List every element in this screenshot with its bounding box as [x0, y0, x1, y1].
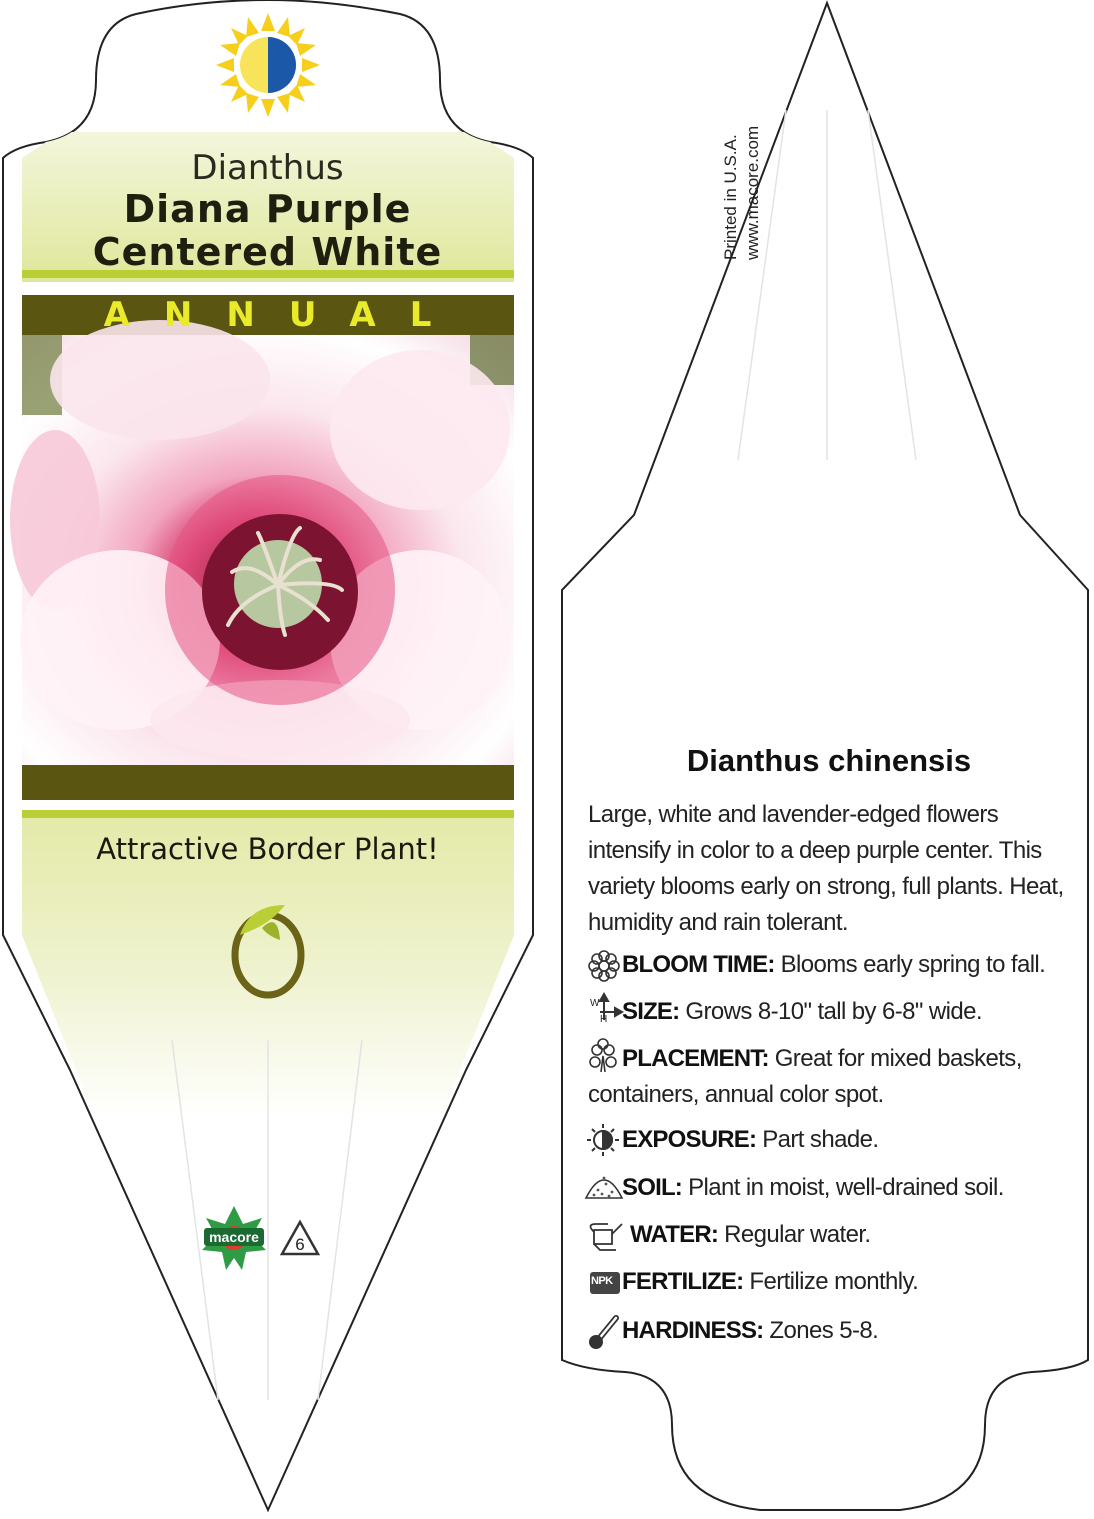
- brand-wordmark: macore: [209, 1229, 259, 1245]
- description: Large, white and lavender-edged flowers intensify in color to a deep purple center. This variety blooms early on strong, full plants. Heat, humidity and rain tolerant.: [588, 801, 1064, 936]
- category-label: ANNUAL: [103, 295, 466, 335]
- print-credit: [720, 40, 766, 260]
- sun-logo: [216, 13, 320, 117]
- care-placement: PLACEMENT: Great for mixed baskets, containers, annual color spot.: [588, 1045, 1022, 1108]
- printed-in: Printed in U.S.A.: [721, 134, 740, 260]
- care-soil: SOIL: Plant in moist, well-drained soil.: [622, 1174, 1004, 1201]
- flower-photo: [10, 320, 514, 765]
- care-fertilize: NPK FERTILIZE: Fertilize monthly.: [591, 1268, 919, 1295]
- variety-line-1: Diana Purple: [123, 187, 412, 231]
- care-water: WATER: Regular water.: [630, 1221, 871, 1248]
- variety-line-2: Centered White: [92, 230, 443, 274]
- website: www.macore.com: [743, 125, 762, 260]
- care-exposure: EXPOSURE: Part shade.: [622, 1126, 879, 1153]
- species-name: Dianthus chinensis: [686, 743, 972, 778]
- care-hardiness: HARDINESS: Zones 5-8.: [622, 1317, 879, 1344]
- care-bloom-time: BLOOM TIME: Blooms early spring to fall.: [622, 951, 1046, 978]
- genus-name: Dianthus: [191, 148, 344, 188]
- variety-name: [20, 188, 515, 274]
- recycle-code: 6: [295, 1235, 305, 1254]
- care-size: W H SIZE: Grows 8-10" tall by 6-8" wide.: [590, 998, 982, 1025]
- tagline: Attractive Border Plant!: [96, 832, 439, 866]
